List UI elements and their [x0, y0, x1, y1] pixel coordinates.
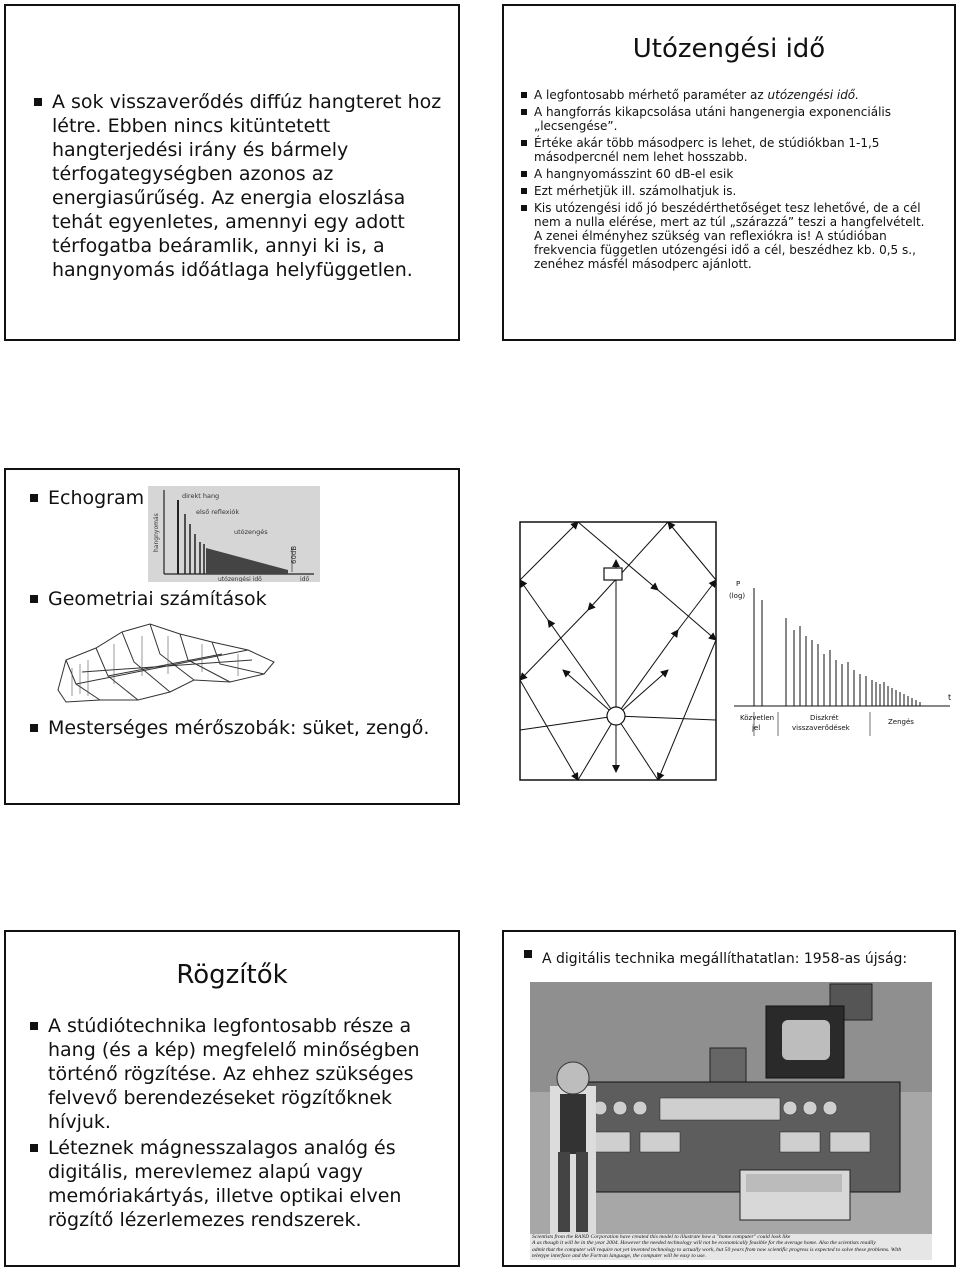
computer-photo-illustration [530, 982, 932, 1234]
caption-line-3: admit that the computer will require not yet invented technology to actually work, but 50 years from now scientific progress is expected to solve these problems. With [532, 1246, 902, 1253]
echogram-image [148, 486, 320, 582]
slide1-bullet [32, 90, 452, 282]
caption-line-1: Scientists from the RAND Corporation have created this model to illustrate how a "home computer" could look like [532, 1234, 791, 1240]
echogram-ylabel: hangnyomás [153, 513, 160, 552]
echogram-direct: direkt hang [182, 492, 220, 500]
label-direct-2: jel [752, 724, 761, 732]
slide3-bullet-rooms: Mesterséges mérőszobák: süket, zengő. [28, 716, 429, 740]
label-discrete-1: Diszkrét [810, 714, 839, 722]
slide-3 [4, 468, 460, 805]
slide2-bullet-5: Ezt mérhetjük ill. számolhatjuk is. [520, 184, 934, 198]
b1-main: A legfontosabb mérhető paraméter az [534, 88, 768, 102]
echogram-time: idő [300, 576, 310, 582]
slide3-bullet-echogram: Echogram [28, 486, 144, 510]
slide-1 [4, 4, 460, 341]
echogram-t60: utózengési idő [218, 576, 262, 582]
echogram-reverb: utózengés [234, 528, 268, 536]
label-discrete-2: visszaverődések [792, 724, 850, 732]
geometry-drawing [52, 614, 284, 710]
slide5-bullets [28, 1014, 438, 1232]
photo-caption [530, 1234, 932, 1260]
slide5-bullet-1: A stúdiótechnika legfontosabb része a hang (és a kép) megfelelő minőségben történő rögzítése. Az ehhez szükséges felvevő berendezéseket rögzítőknek hívjuk. [28, 1014, 438, 1134]
reflectogram-p: P [736, 580, 741, 588]
echogram-60db: 60dB [290, 545, 298, 564]
ray-diagram [518, 520, 718, 782]
echogram-first: első reflexiók [196, 508, 240, 516]
computer-photo [530, 982, 932, 1260]
reflectogram-plog: (log) [729, 592, 746, 600]
slide2-bullet-6: Kis utózengési idő jó beszédérthetőséget tesz lehetővé, de a cél nem a nulla elérése, mert az túl „szárazzá” teszi a hangfelvételt. A zenei élményhez szükség van reflexiókra is! A stúdióban frekvencia független utózengési idő a cél, beszédhez kb. 0,5 s., zenéhez másfél másodperc ajánlott. [520, 201, 934, 271]
slide-4 [502, 468, 956, 805]
caption-line-2: A as though it will be in the year 2004. However the needed technology will not be economically feasible for the average home. Also the scientists readily [532, 1240, 876, 1247]
slide2-bullets [520, 88, 934, 274]
label-direct-1: Közvetlen [740, 714, 775, 722]
slide2-bullet-1 [520, 88, 934, 102]
slide1-text: A sok visszaverődés diffúz hangteret hoz létre. Ebben nincs kitüntetett hangterjedési irány és bármely térfogategységben azonos az energiasűrűség. Az energia eloszlása tehát egyenletes, amennyi egy adott térfogatba beáramlik, annyi ki is, a hangnyomás időátlaga helyfüggetlen. [52, 91, 442, 281]
reflectogram-t: t [948, 693, 952, 702]
caption-line-4: teletype interface and the Fortran language, the computer will be easy to use. [532, 1253, 706, 1260]
slide2-bullet-2: A hangforrás kikapcsolása utáni hangenergia exponenciális „lecsengése”. [520, 105, 934, 133]
slide2-bullet-4: A hangnyomásszint 60 dB-el esik [520, 167, 934, 181]
slide-6 [502, 930, 956, 1267]
slide2-title: Utózengési idő [632, 34, 826, 64]
reflectogram [726, 578, 956, 748]
slide3-bullet-geometry: Geometriai számítások [28, 587, 267, 611]
slide6-bullet: A digitális technika megállíthatatlan: 1958-as újság: [522, 950, 907, 968]
b1-emph: utózengési idő. [767, 88, 859, 102]
slide-2 [502, 4, 956, 341]
label-reverb: Zengés [888, 718, 914, 726]
slide2-bullet-3: Értéke akár több másodperc is lehet, de stúdiókban 1-1,5 másodpercnél nem lehet hosszabb. [520, 136, 934, 164]
slide5-bullet-2: Léteznek mágnesszalagos analóg és digitális, merevlemez alapú vagy memóriakártyás, illetve optikai elven rögzítő lézerlemezes rendszerek. [28, 1136, 438, 1232]
slide-5 [4, 930, 460, 1267]
slide5-title: Rögzítők [176, 960, 288, 990]
